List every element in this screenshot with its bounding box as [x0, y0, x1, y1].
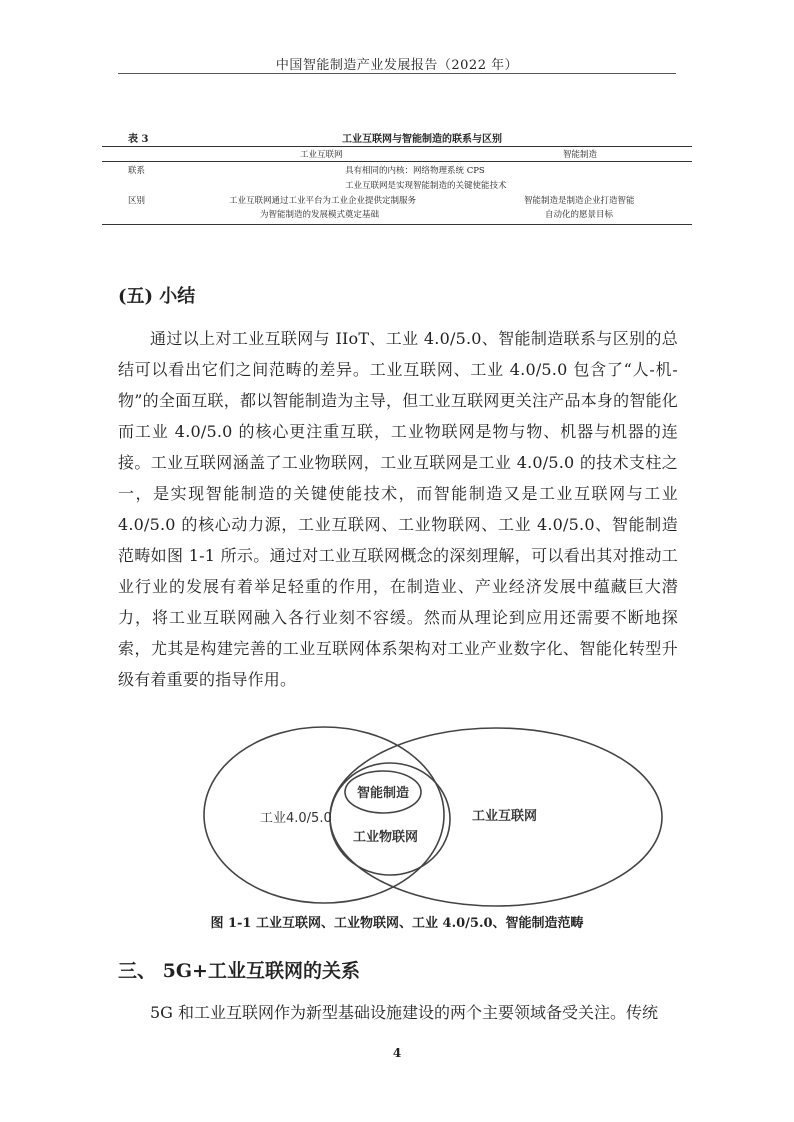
summary-paragraph: 通过以上对工业互联网与 IIoT、工业 4.0/5.0、智能制造联系与区别的总结可以看出它们之间范畴的差异。工业互联网、工业 4.0/5.0 包含了“人-机-物”的全面互联，都以智能制造为主导，但工业互联网更关注产品本身的智能化而工业 4.0/5.0 的核心更注重互联，工业物联网是物与物、机器与机器的连接。工业互联网涵盖了工业物联网，工业互联网是工业 4.0/5.0 的技术支柱之一，是实现智能制造的关键使能技术，而智能制造又是工业互联网与工业 4.0/5.0 的核心动力源，工业互联网、工业物联网、工业 4.0/5.0、智能制造范畴如图 1-1 所示。通过对工业互联网概念的深刻理解，可以看出其对推动工业行业的发展有着举足轻重的作用，在制造业、产业经济发展中蕴藏巨大潜力，将工业互联网融入各行业刻不容缓。然而从理论到应用还需要不断地探索，尤其是构建完善的工业互联网体系架构对工业产业数字化、智能化转型升级有着重要的指导作用。 [118, 329, 678, 689]
header-divider [118, 73, 676, 74]
table-cell-iiot-diff-line1: 工业互联网通过工业平台为工业企业提供定制服务 [229, 196, 417, 206]
section-heading-summary: (五) 小结 [118, 286, 196, 307]
table-cell-mfg-diff-line2: 自动化的愿景目标 [545, 210, 614, 220]
summary-paragraph-block [118, 323, 678, 695]
table-title: 工业互联网与智能制造的联系与区别 [342, 134, 502, 145]
page-header-title: 中国智能制造产业发展报告（2022 年） [275, 58, 519, 73]
section-5g-paragraph-block [118, 997, 678, 1028]
venn-label-industrial-iot: 工业物联网 [353, 830, 419, 845]
table-cell-mfg-diff-line1: 智能制造是制造企业打造智能 [524, 196, 635, 206]
table-cell-iiot-diff-line2: 为智能制造的发展模式奠定基础 [260, 210, 380, 220]
table-row-label-relation: 联系 [128, 166, 146, 176]
venn-label-smart-manufacturing: 智能制造 [357, 786, 410, 801]
venn-diagram [196, 724, 664, 908]
section-5g-paragraph: 5G 和工业互联网作为新型基础设施建设的两个主要领域备受关注。传统 [150, 1003, 659, 1022]
figure-caption: 图 1-1 工业互联网、工业物联网、工业 4.0/5.0、智能制造范畴 [210, 916, 584, 931]
table-column-header-smart-mfg: 智能制造 [563, 150, 598, 160]
table-top-rule [102, 146, 692, 147]
industrial-iot-circle [330, 763, 450, 875]
section-heading-5g: 三、 5G+工业互联网的关系 [118, 960, 360, 982]
table-row-label-difference: 区别 [128, 196, 146, 206]
table-cell-relation-line2: 工业互联网是实现智能制造的关键使能技术 [345, 181, 507, 191]
table-header-rule [102, 161, 692, 162]
venn-label-industrial-internet: 工业互联网 [472, 809, 538, 824]
table-bottom-rule [102, 224, 692, 225]
table-column-header-iiot: 工业互联网 [300, 150, 343, 160]
table-cell-relation-line1: 具有相同的内核：网络物理系统 CPS [345, 166, 485, 176]
table-number: 表 3 [128, 134, 149, 145]
page-number: 4 [392, 1046, 402, 1060]
venn-label-industry: 工业4.0/5.0 [260, 811, 332, 826]
